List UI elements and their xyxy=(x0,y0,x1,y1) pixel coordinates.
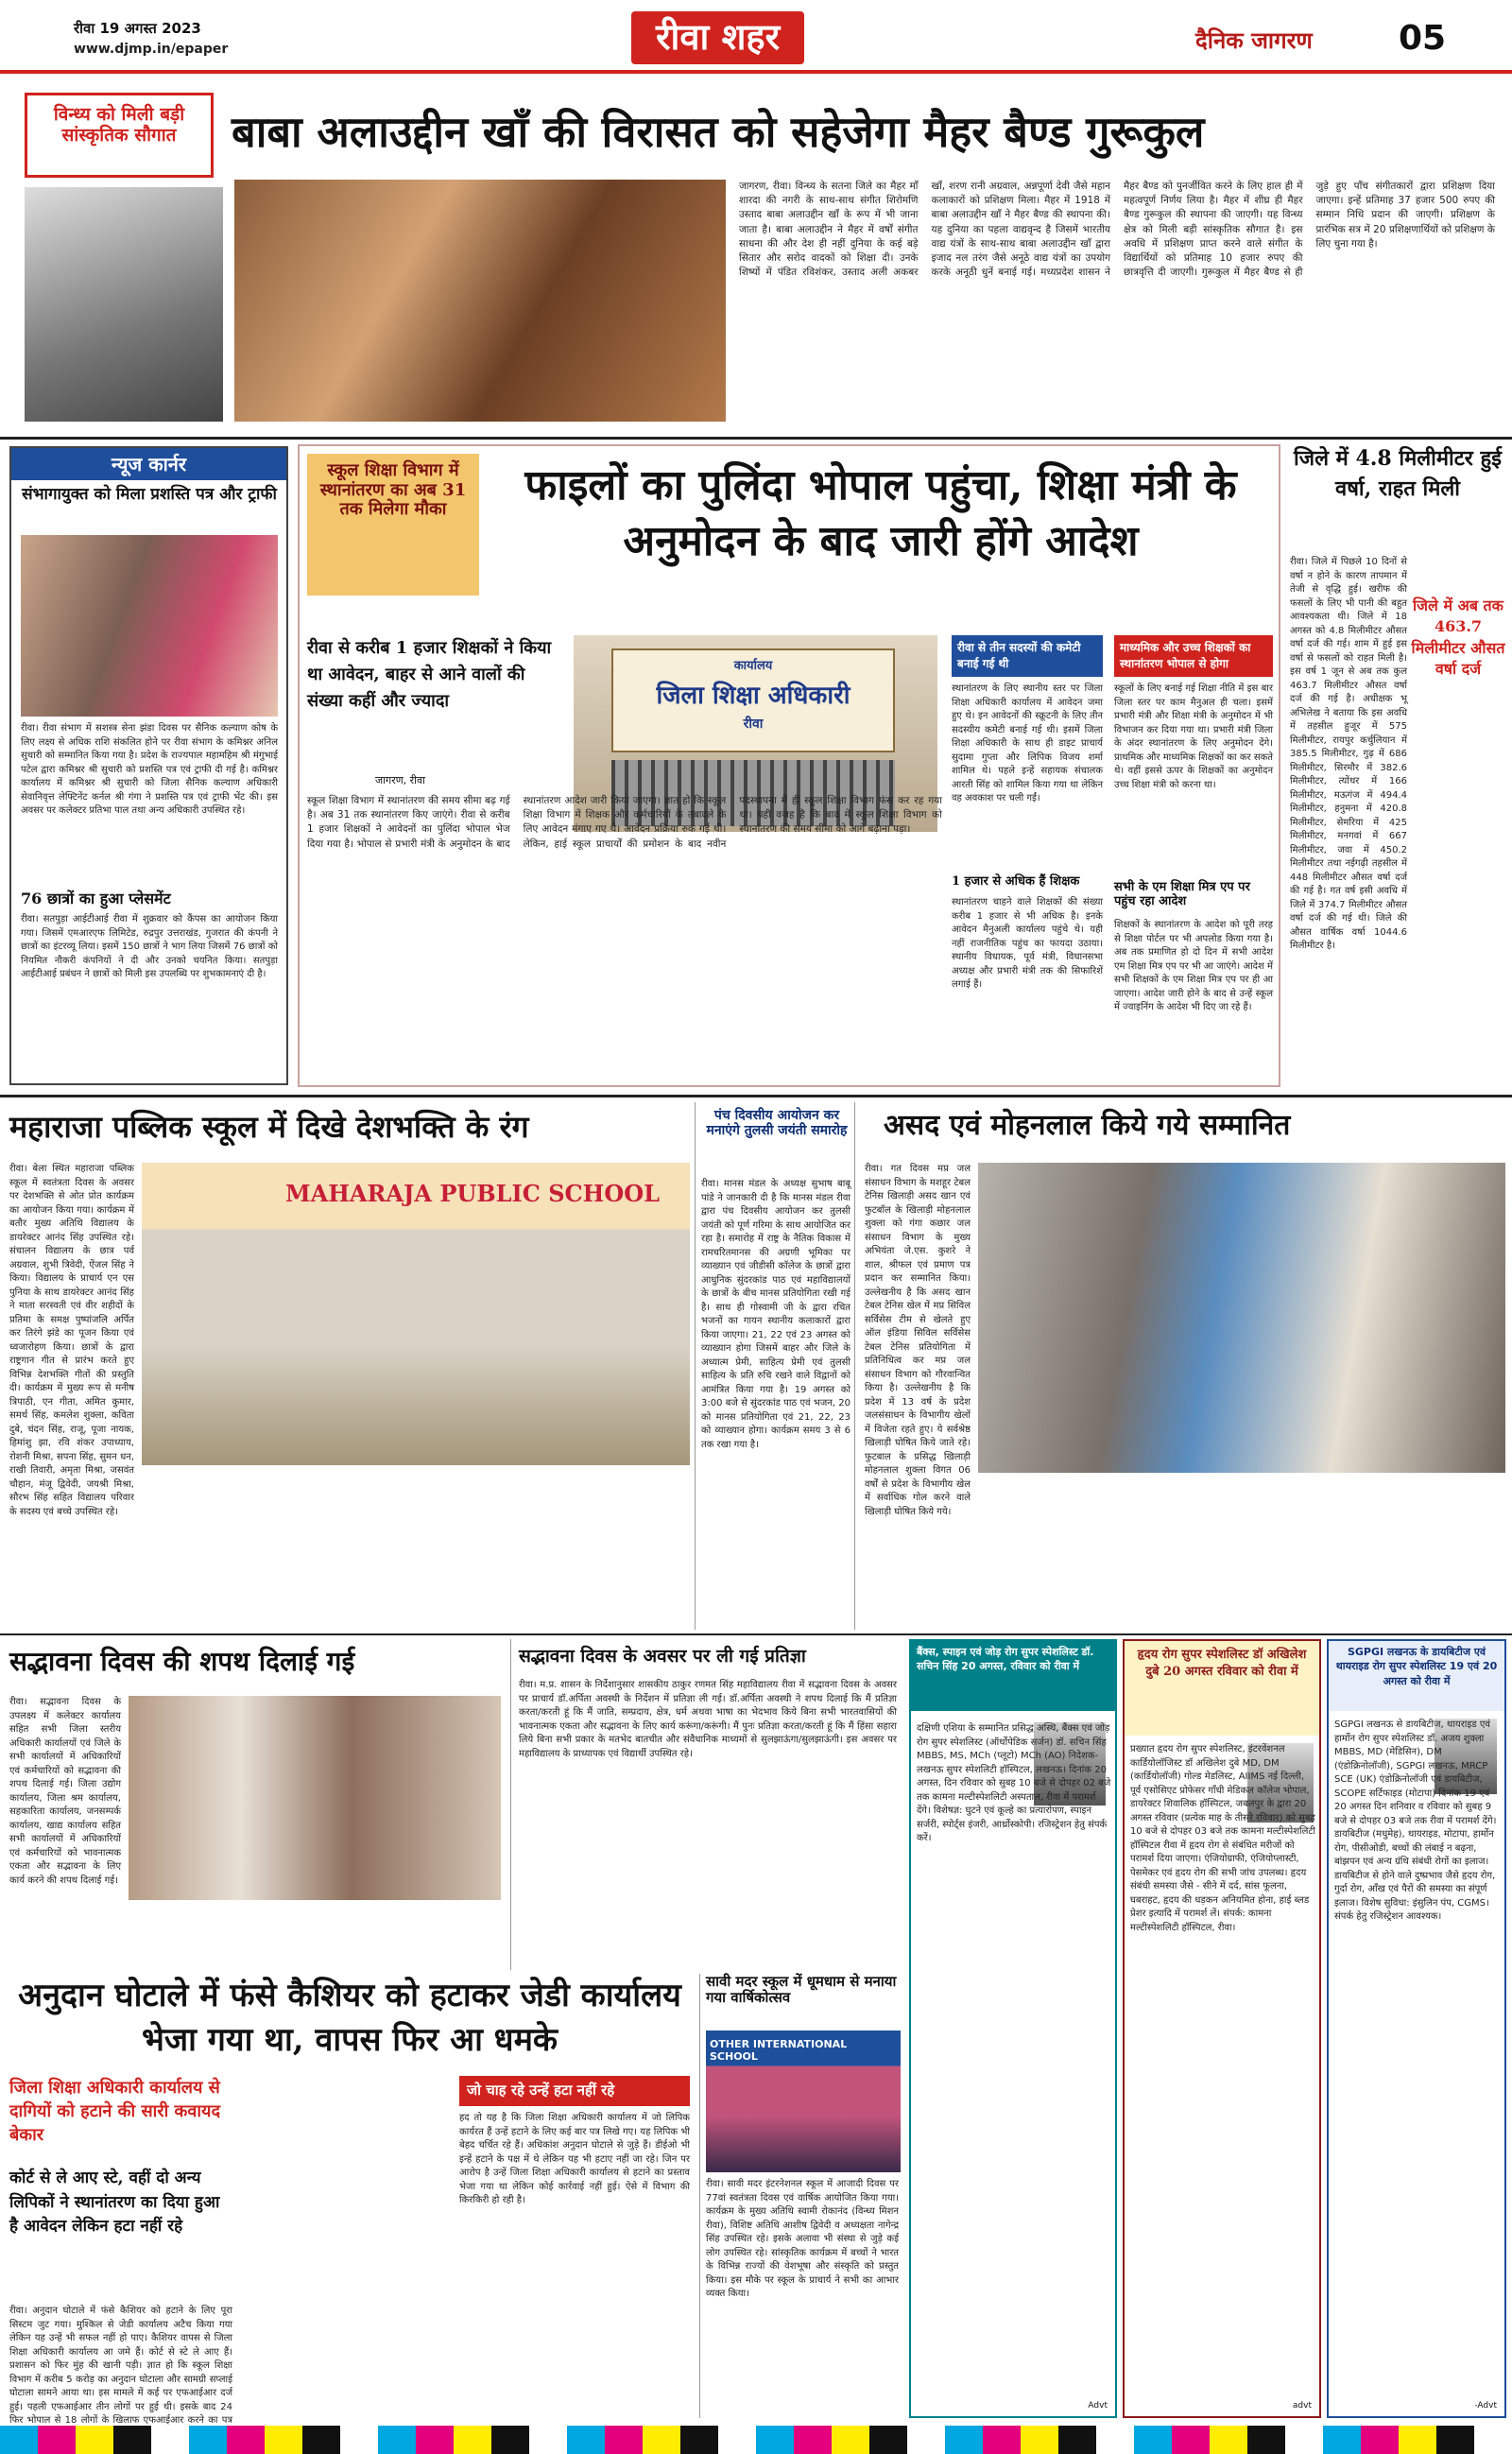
savi-banner: OTHER INTERNATIONAL SCHOOL xyxy=(710,2038,848,2063)
date-line: रीवा 19 अगस्त 2023 xyxy=(74,20,201,37)
asad-award-photo xyxy=(978,1163,1505,1473)
grant-scam-body-2: हद तो यह है कि जिला शिक्षा अधिकारी कार्यालय में जो लिपिक कार्यरत हैं उन्हें हटाने के लिए कई बार पत्र लिखे गए। यह लिपिक भी बेहद चर्चित रहे हैं। अधिकांश अनुदान घोटाले से जुड़े हैं। डीईओ भी इन्हें हटाने के पक्ष में थे लेकिन यह भी हटाए नहीं जा रहे। जिन पर आरोप है उन्हें जिला शिक्षा अधिकारी कार्यालय से हटाने का प्रस्ताव भेजा गया था लेकिन कोई कार्रवाई नहीं हुई। ऐसे में विभाग की किरकिरी हो रही है। xyxy=(459,2113,690,2205)
ad-heart-doctor[interactable] xyxy=(1123,1639,1321,2418)
sadbhav-oath-headline: सद्भावना दिवस की शपथ दिलाई गई xyxy=(9,1646,355,1677)
ad-heart-head: हृदय रोग सुपर स्पेशलिस्ट डॉ अखिलेश दुबे 20 अगस्त रविवार को रीवा में xyxy=(1125,1641,1319,1736)
deo-sign-sub: रीवा xyxy=(743,717,764,732)
lead-story xyxy=(0,85,1512,435)
ad-spine-doctor[interactable] xyxy=(909,1639,1117,2418)
transfer-side-head: स्कूल शिक्षा विभाग में स्थानांतरण का अब 31 तक मिलेगा मौका xyxy=(307,454,479,596)
sadbhav-oath-photo xyxy=(129,1696,501,1900)
masthead xyxy=(0,0,1512,76)
transfer-byline: जागरण, रीवा xyxy=(375,774,425,786)
ad-heart-advt: advt xyxy=(1292,2401,1312,2411)
asad-story xyxy=(865,1102,1505,1630)
savi-photo xyxy=(706,2031,901,2172)
page-number: 05 xyxy=(1399,19,1447,58)
transfer-subhead-2: 1 हजार से अधिक हैं शिक्षक xyxy=(952,874,1080,889)
savi-headline: सावी मदर स्कूल में धूमधाम से मनाया गया वार्षिकोत्सव xyxy=(706,1973,897,2007)
grant-scam-story xyxy=(9,1974,690,2426)
news-corner-story2-head: 76 छात्रों का हुआ प्लेसमेंट xyxy=(21,890,171,907)
ad-diabetes-doctor[interactable] xyxy=(1327,1639,1506,2418)
deo-sign-board xyxy=(611,648,895,752)
ad-diabetes-body: SGPGI लखनऊ से डायबिटीज, थायराइड एवं हार्मोन रोग सुपर स्पेशलिस्ट डॉ. अजय शुक्ला MBBS, MD (मेडिसिन), DM (एंडोक्रिनोलॉजी), SGPGI लखनऊ, MRCP SCE (UK) एंडोक्रिनोलॉजी एवं डायबिटीज, SCOPE सर्टिफाइड (मोटापा) दिनांक 19 एवं 20 अगस्त दिन शनिवार व रविवार को सुबह 9 बजे से दोपहर 03 बजे तक रीवा में परामर्श देंगे। डायबिटीज (मधुमेह), थायराइड, मोटापा, हार्मोन रोग, पीसीओडी, बच्चों की लंबाई न बढ़ना, बांझपन एवं अन्य ग्रंथि संबंधी रोगों का इलाज। डायबिटीज से होने वाले दुष्प्रभाव जैसे हृदय रोग, गुर्दा रोग, आँख एवं पैरों की समस्या का संपूर्ण इलाज। विशेष सुविधा: इंसुलिन पंप, CGMS। संपर्क हेतु रजिस्ट्रेशन आवश्यक। xyxy=(1334,1720,1497,1922)
ad-diabetes-head: SGPGI लखनऊ के डायबिटीज एवं थायराइड रोग सुपर स्पेशलिस्ट 19 एवं 20 अगस्त को रीवा में xyxy=(1329,1641,1504,1711)
divider-2 xyxy=(0,1095,1512,1097)
asad-headline: असद एवं मोहनलाल किये गये सम्मानित xyxy=(884,1109,1291,1142)
sadbhav-oath-body: रीवा। सद्भावना दिवस के उपलक्ष्य में कलेक्टर कार्यालय सहित सभी जिला स्तरीय अधिकारी कार्यालयों एवं जिले के सभी कार्यालयों में अधिकारियों एवं कर्मचारियों को सद्भावना की शपथ दिलाई गई। जिला उद्योग कार्यालय, जिला श्रम कार्यालय, सहकारिता कार्यालय, जनसम्पर्क कार्यालय, खाद्य कार्यालय सहित सभी कार्यालयों में अधिकारियों एवं कर्मचारियों को भावनात्मक एकता और सद्भावना के लिए कार्य करने की शपथ दिलाई गई। xyxy=(9,1697,121,1886)
maihar-band-photo xyxy=(234,180,726,422)
transfer-body-5: शिक्षकों के स्थानांतरण के आदेश को पूरी तरह से शिक्षा पोर्टल पर भी अपलोड किया गया है। अब तक प्रमाणित हो दो दिन में सभी आदेश एम शिक्षा मित्र एप पर भी आ जाएंगे। आदेश में सभी शिक्षकों के एम शिक्षा मित्र एप पर ही आ जाएगा। आदेश जारी होने के बाद से उन्हें स्कूल में ज्वाइनिंग के आदेश भी दिए जा रहे हैं। xyxy=(1114,920,1273,1012)
rain-headline: जिले में 4.8 मिलीमीटर हुई वर्षा, राहत मिली xyxy=(1294,446,1502,501)
grant-scam-tag: जो चाह रहे उन्हें हटा नहीं रहे xyxy=(459,2076,690,2106)
epaper-url[interactable]: www.djmp.in/epaper xyxy=(74,42,229,57)
grant-scam-side-sub: कोर्ट से ले आए स्टे, वहीं दो अन्य लिपिकों ने स्थानांतरण का दिया हुआ है आवेदन लेकिन हटा नहीं रहे xyxy=(9,2169,220,2236)
transfer-subhead-3: सभी के एम शिक्षा मित्र एप पर पहुंच रहा आदेश xyxy=(1114,880,1250,908)
transfer-body-4: स्कूलों के लिए बनाई गई शिक्षा नीति में इस बार जिला स्तर पर काम मैनुअल ही चला। इसमें प्रभारी मंत्री और शिक्षा मंत्री के अनुमोदन में भी विभाजन कर दिया गया था। प्रभारी मंत्री जिला के अंदर स्थानांतरण के लिए अनुमोदन देंगे। प्राथमिक और माध्यमिक शिक्षकों का कर सकते थे। वहीं इससे ऊपर के शिक्षकों का अनुमोदन उच्च शिक्षा मंत्री को करना था। xyxy=(1114,683,1273,790)
transfer-tag-committee: रीवा से तीन सदस्यों की कमेटी बनाई गई थी xyxy=(952,635,1103,677)
grant-scam-headline: अनुदान घोटाले में फंसे कैशियर को हटाकर जेडी कार्यालय भेजा गया था, वापस फिर आ धमके xyxy=(18,1977,681,2059)
transfer-body-2: स्थानांतरण के लिए स्थानीय स्तर पर जिला शिक्षा अधिकारी कार्यालय में आवेदन जमा हुए थे। इन आवेदनों की स्क्रूटनी के लिए तीन सदस्यीय कमेटी बनाई गई थी। इसमें जिला शिक्षा अधिकारी के साथ ही डाइट प्राचार्य सुदामा गुप्ता और लिपिक विजय शर्मा शामिल थे। पहले इन्हें सहायक संचालक आरती सिंह को शामिल किया गया था लेकिन वह अवकाश पर चली गईं। xyxy=(952,683,1103,804)
grant-scam-body-1: रीवा। अनुदान घोटाले में फंसे कैशियर को हटाने के लिए पूरा सिस्टम जुट गया। मुश्किल से जेडी कार्यालय अटैच किया गया लेकिन यह उन्हें भी सफल नहीं हो पाए। कैशियर वापस से जिला शिक्षा अधिकारी कार्यालय आ जमे हैं। कोर्ट से स्टे ले आए हैं। प्रशासन को फिर मुंह की खानी पड़ी। ज्ञात हो कि स्कूल शिक्षा विभाग में करीब 5 करोड़ का अनुदान घोटाला और सामग्री सप्लाई घोटाला सामने आया था। इस मामले में कई पर एफआईआर दर्ज हुई। पहली एफआईआर तीन लोगों पर हुई थी। इसके बाद 24 फिर भोपाल से 18 लोगों के खिलाफ एफआईआर करने का पत्र xyxy=(9,2306,232,2426)
lead-kicker: विन्ध्य को मिली बड़ी सांस्कृतिक सौगात xyxy=(25,93,214,178)
rain-callout: जिले में अब तक 463.7 मिलीमीटर औसत वर्षा दर्ज xyxy=(1411,596,1505,679)
masthead-rule xyxy=(0,70,1512,74)
tulsi-headline: पंच दिवसीय आयोजन कर मनाएंगे तुलसी जयंती समारोह xyxy=(706,1108,848,1139)
savi-body: रीवा। सावी मदर इंटरनेशनल स्कूल में आजादी दिवस पर 77वां स्वतंत्रता दिवस एवं वार्षिक आयोजित किया गया। कार्यक्रम के मुख्य अतिथि स्वामी रोकानंद (विन्ध्य मिशन रीवा), विशिष्ट अतिथि आशीष द्विवेदी व अध्यक्षता नागेन्द्र सिंह उपस्थित रहे। इसके अलावा भी संस्था से जुड़े कई लोग उपस्थित रहे। सांस्कृतिक कार्यक्रम में बच्चों ने भारत के विभिन्न राज्यों की वेशभूषा और संस्कृति को प्रस्तुत किया। इस मौके पर स्कूल के प्राचार्य ने सभी का आभार व्यक्त किया। xyxy=(706,2179,899,2299)
divider-1 xyxy=(0,437,1512,440)
asad-body-cont xyxy=(978,1480,1505,1626)
news-corner xyxy=(9,446,288,1085)
news-corner-story1-head: संभागायुक्त को मिला प्रशस्ति पत्र और ट्राफी xyxy=(22,485,277,504)
maharaja-body: रीवा। बेला स्थित महाराजा पब्लिक स्कूल में स्वतंत्रता दिवस के अवसर पर देशभक्ति से ओत प्रोत कार्यक्रम का आयोजन किया गया। कार्यक्रम में बतौर मुख्य अतिथि विद्यालय के डायरेक्टर आनंद सिंह उपस्थित रहे। संचालन विद्यालय के छात्र पर्व अग्रवाल, शुभी त्रिवेदी, ऐंजल सिंह ने किया। विद्यालय के प्राचार्य एन एस पुनिया के साथ डायरेक्टर आनंद सिंह ने माता सरस्वती एवं वीर शहीदों के प्रतिमा के समक्ष पुष्पांजलि अर्पित कर तिरंगे झंडे का पूजन किया एवं ध्वजारोहण किया। छात्रों के द्वारा राष्ट्रगान गीत से प्रारंभ करते हुए विभिन्न देशभक्ति गीतों की प्रस्तुति दी। कार्यक्रम में मुख्य रूप से मनीष त्रिपाठी, एन गीता, अमित कुमार, समर्थ सिंह, कमलेश शुक्ला, कविता दुबे, चंदन सिंह, राजू, पूजा नायक, हिमांशु झा, रवि शंकर उपाध्याय, रोशनी मिश्रा, सपना सिंह, सुमन धन, राखी तिवारी, अमृता मिश्रा, जसवंत चौहान, मंजू द्विवेदी, जयश्री मिश्रा, सौरभ सिंह सहित विद्यालय परिवार के सदस्य एवं बच्चे उपस्थित रहे। xyxy=(9,1164,134,1517)
rain-body: रीवा। जिले में पिछले 10 दिनों से वर्षा न होने के कारण तापमान में तेजी से वृद्धि हुई। खरीफ की फसलों के लिए भी पानी की बहुत आवश्यकता थी। जिले में 18 अगस्त को 4.8 मिलीमीटर औसत वर्षा दर्ज की गई। शाम में हुई इस वर्षा से फसलों को राहत मिली है। इस वर्ष 1 जून से अब तक कुल 463.7 मिलीमीटर औसत वर्षा दर्ज की गई है। अधीक्षक भू अभिलेख ने बताया कि इस अवधि में तहसील हुजूर में 575 मिलीमीटर, रायपुर कर्चुलियान में 385.5 मिलीमीटर, गुढ़ में 686 मिलीमीटर, सिरमौर में 382.6 मिलीमीटर, त्योंथर में 166 मिलीमीटर, मऊगंज में 494.4 मिलीमीटर, हनुमना में 420.8 मिलीमीटर, सेमरिया में 425 मिलीमीटर, मनगवां में 667 मिलीमीटर, जवा में 450.2 मिलीमीटर तथा नईगढ़ी तहसील में 448 मिलीमीटर औसत वर्षा दर्ज की गई है। गत वर्ष इसी अवधि में जिले में 374.7 मिलीमीटर औसत वर्षा दर्ज की गई थी। जिले की औसत वार्षिक वर्षा 1044.6 मिलीमीटर है। xyxy=(1290,557,1407,951)
ad-spine-head: बैंक्स, स्पाइन एवं जोड़ रोग सुपर स्पेशलिस्ट डॉ. सचिन सिंह 20 अगस्त, रविवार को रीवा में xyxy=(911,1641,1115,1711)
deo-sign-top: कार्यालय xyxy=(733,659,773,673)
transfer-story xyxy=(298,444,1280,1087)
trophy-ceremony-photo xyxy=(21,535,278,717)
asad-body: रीवा। गत दिवस मप्र जल संसाधन विभाग के मशहूर टेबल टेनिस खिलाड़ी असद खान एवं फुटबॉल के खिलाड़ी मोहनलाल शुक्ला को गंगा कछार जल संसाधन विभाग के मुख्य अभियंता जे.एस. कुशरे ने शाल, श्रीफल एवं प्रमाण पत्र प्रदान कर सम्मानित किया। उल्लेखनीय है कि असद खान टेबल टेनिस खेल में मप्र सिविल सर्विसेस टीम से खेलते हुए ऑल इंडिया सिविल सर्विसेस टेबल टेनिस प्रतियोगिता में प्रतिनिधित्व कर मप्र जल संसाधन विभाग को गौरवान्वित किया है। उल्लेखनीय है कि प्रदेश में 13 वर्ष के प्रदेश जलसंसाधन के विभागीय खेलों में विजेता रहते हुए। ये सर्वश्रेष्ठ खिलाड़ी घोषित किये जाते रहे। फुटबाल के प्रसिद्ध खिलाड़ी मोहनलाल शुक्ला विगत 06 वर्षों से प्रदेश के विभागीय खेल में सर्वाधिक गोल करने वाले खिलाड़ी घोषित किये गये। xyxy=(865,1164,971,1517)
sadbhav-pledge-body: रीवा। म.प्र. शासन के निर्देशानुसार शासकीय ठाकुर रणमत सिंह महाविद्यालय रीवा में सद्भावना दिवस के अवसर पर प्राचार्य डॉ.अर्पिता अवस्थी के निर्देशन में प्रतिज्ञा ली गई। डॉ.अर्पिता अवस्थी ने शपथ दिलाई कि मैं प्रतिज्ञा करता/करती हूं कि मैं जाति, सम्प्रदाय, क्षेत्र, धर्म अथवा भाषा का भेदभाव किये बिना सभी भारतवासियों की भावनात्मक एकता और सद्भावना के लिए कार्य करूंगा/करूंगी। मैं पुनः प्रतिज्ञा करता/करती हूं कि मैं हिंसा सहारा लिये बिना सभी प्रकार के मतभेद बातचीत और संवैधानिक माध्यमों से सुलझाऊंगा/सुलझाऊंगी। इस अवसर पर महाविद्यालय के प्राध्यापक एवं विद्यार्थी उपस्थित रहे। xyxy=(519,1680,897,1759)
transfer-tag-bhopal: माध्यमिक और उच्च शिक्षकों का स्थानांतरण भोपाल से होगा xyxy=(1114,635,1273,677)
maharaja-banner: MAHARAJA PUBLIC SCHOOL xyxy=(285,1180,660,1207)
maharaja-photo xyxy=(142,1163,690,1465)
divider-3 xyxy=(0,1633,1512,1635)
grant-scam-body-1-cont xyxy=(240,2076,452,2414)
rain-story xyxy=(1290,444,1505,1087)
news-corner-story2-body: रीवा। सतपुड़ा आईटीआई रीवा में शुक्रवार को कैंपस का आयोजन किया गया। जिसमें एमआरएफ लिमिटेड, रुद्रपुर उत्तराखंड, गुजरात की कंपनी ने छात्रों का इंटरव्यू लिया। इसमें 150 छात्रों ने भाग लिया जिसमें 76 छात्रों को नियमित नौकरी कंपनियों ने दी और उनको चयनित किया। सतपुड़ा आईटीआई प्रबंधन ने छात्रों को मिली इस उपलब्धि पर शुभकामनाएं दी है। xyxy=(21,914,278,979)
print-color-bar xyxy=(0,2426,1512,2454)
paper-name: दैनिक जागरण xyxy=(1195,26,1313,54)
ad-diabetes-advt: -Advt xyxy=(1474,2401,1497,2411)
tulsi-body: रीवा। मानस मंडल के अध्यक्ष सुभाष बाबू पांडे ने जानकारी दी है कि मानस मंडल रीवा द्वारा पंच दिवसीय आयोजन कर तुलसी जयंती को पूर्ण गरिमा के साथ आयोजित कर रहा है। समारोह में राष्ट्र के नैतिक विकास में रामचरितमानस की अग्रणी भूमिका पर व्याख्यान एवं जीडीसी कॉलेज के छात्रों द्वारा आधुनिक सुंदरकांड पाठ एवं महाविद्यालयों के छात्रों के बीच मानस प्रतियोगिता रखी गई है। साथ ही गोस्वामी जी के द्वारा रचित भजनों का गायन स्थानीय कलाकारों द्वारा किया जाएगा। 21, 22 एवं 23 अगस्त को व्याख्यान होगा जिसमें बाहर और जिले के अध्यात्म प्रेमी, साहित्य प्रेमी एवं तुलसी साहित्य के प्रति रुचि रखने वाले विद्वानों को आमंत्रित किया गया है। 19 अगस्त को 3:00 बजे से सुंदरकांड पाठ एवं भजन, 20 को मानस प्रतियोगिता एवं 21, 22, 23 को व्याख्यान होगा। कार्यक्रम समय 3 से 6 तक रखा गया है। xyxy=(701,1179,850,1450)
sadbhav-pledge-story xyxy=(510,1639,900,1970)
transfer-subhead: रीवा से करीब 1 हजार शिक्षकों ने किया था आवेदन, बाहर से आने वालों की संख्या कहीं और ज्यादा xyxy=(307,638,552,711)
deo-sign-main: जिला शिक्षा अधिकारी xyxy=(656,682,850,710)
lead-body: जागरण, रीवा। विन्ध्य के सतना जिले का मैहर माँ शारदा की नगरी के साथ-साथ संगीत शिरोमणि उस्ताद बाबा अलाउद्दीन खाँ के रूप में भी जाना जाता है। बाबा अलाउद्दीन ने मैहर में वर्षों संगीत साधना की और देश ही नहीं दुनिया के कई बड़े सितार और सरोद वादकों को शिक्षा दी। उनके शिष्यों में पंडित रविशंकर, उस्ताद अली अकबर खाँ, शरण रानी अग्रवाल, अन्नपूर्णा देवी जैसे महान कलाकारों को प्रशिक्षण मिला। मैहर में 1918 में बाबा अलाउद्दीन खाँ ने मैहर बैण्ड की स्थापना की। यह दुनिया का पहला वाद्यवृन्द है जिसमें भारतीय वाद्य यंत्रों के साथ-साथ बाबा अलाउद्दीन खाँ द्वारा इजाद नल तरंग जैसे अनूठे वाद्य यंत्रों का उपयोग करके अनूठी धुनें बनाई गई। मध्यप्रदेश शासन ने मैहर बैण्ड को पुनर्जीवित करने के लिए हाल ही में महत्वपूर्ण निर्णय लिया है। मैहर में शीघ्र ही मैहर बैण्ड गुरूकुल की स्थापना की जाएगी। यह विन्ध्य क्षेत्र को मिली बड़ी सांस्कृतिक सौगात है। इस अवधि में प्रशिक्षण प्राप्त करने वाले संगीत के विद्यार्थियों को प्रतिमाह 10 हजार रुपए की छात्रवृत्ति दी जाएगी। गुरूकुल में मैहर बैण्ड से ही जुड़े हुए पाँच संगीतकारों द्वारा प्रशिक्षण दिया जाएगा। इन्हें प्रतिमाह 37 हजार 500 रुपए की सम्मान निधि प्रदान की जाएगी। प्रशिक्षण के प्रारंभिक सत्र में 20 प्रशिक्षणार्थियों को प्रशिक्षण के लिए चुना गया है। xyxy=(739,181,1495,279)
savi-school-story xyxy=(699,1974,900,2418)
maharaja-headline: महाराजा पब्लिक स्कूल में दिखे देशभक्ति के रंग xyxy=(9,1109,529,1145)
ad-spine-body: दक्षिणी एशिया के सम्मानित प्रसिद्ध अस्थि, बैंक्स एवं जोड़ रोग सुपर स्पेशलिस्ट (ऑर्थोपेडिक सर्जन) डॉ. सचिन सिंह MBBS, MS, MCh (प्लूटो) MCh (AO) निदेशक-लखनऊ सुपर स्पेशलिटी हॉस्पिटल, लखनऊ। दिनांक 20 अगस्त, दिन रविवार को सुबह 10 बजे से दोपहर 02 बजे तक कामना मल्टीस्पेशलिटी अस्पताल, रीवा में परामर्श देंगे। विशेषज्ञ: घुटने एवं कूल्हे का प्रत्यारोपण, स्पाइन सर्जरी, स्पोर्ट्स इंजरी, आर्थ्रोस्कोपी। रजिस्ट्रेशन हेतु संपर्क करें। xyxy=(917,1723,1111,1843)
transfer-headline: फाइलों का पुलिंदा भोपाल पहुंचा, शिक्षा मंत्री के अनुमोदन के बाद जारी होंगे आदेश xyxy=(524,461,1237,566)
tulsi-story xyxy=(695,1102,855,1630)
maharaja-body-cont xyxy=(142,1473,690,1626)
grant-scam-side-head: जिला शिक्षा अधिकारी कार्यालय से दागियों को हटाने की सारी कवायद बेकार xyxy=(9,2078,221,2146)
sadbhav-oath-story xyxy=(9,1639,501,1970)
sadbhav-pledge-headline: सद्भावना दिवस के अवसर पर ली गई प्रतिज्ञा xyxy=(519,1646,806,1667)
news-corner-label: न्यूज कार्नर xyxy=(11,448,286,480)
transfer-body-1: स्कूल शिक्षा विभाग में स्थानांतरण की समय सीमा बढ़ गई है। अब 31 तक स्थानांतरण किए जाएंगे। रीवा से करीब 1 हजार शिक्षकों ने आवेदनों का पुलिंदा भोपाल भेज दिया गया है। भोपाल से प्रभारी मंत्री के अनुमोदन के बाद स्थानांतरण आदेश जारी किया जाएगा। ज्ञात हो कि स्कूल शिक्षा विभाग में शिक्षक और कर्मचारियों के तबादले के लिए आवेदन मंगाए गए थे। आवेदन प्रक्रिया रुक गई थी। लेकिन, हाई स्कूल प्राचार्यों की प्रमोशन के बाद नवीन पदस्थापना में ही स्कूल शिक्षा विभाग फंस कर रह गया था। यही वजह है कि बाद में स्कूल शिक्षा विभाग को स्थानांतरण की समय सीमा को आगे बढ़ाना पड़ा। xyxy=(307,795,942,850)
alauddin-portrait-photo xyxy=(25,187,223,422)
ad-spine-advt: Advt xyxy=(1088,2401,1108,2411)
news-corner-story1-body: रीवा। रीवा संभाग में सशस्त्र सेना झंडा दिवस पर सैनिक कल्याण कोष के लिए लक्ष्य से अधिक राशि संकलित होने पर रीवा संभाग के कमिश्नर अनिल सुचारी को सम्मानित किया गया है। प्रदेश के राज्यपाल महामहिम श्री मंगुभाई पटेल द्वारा कमिश्नर श्री सुचारी को प्रशस्ति पत्र एवं ट्राफी दी गई है। कमिश्नर कार्यालय में कमिश्नर श्री सुचारी को जिला सैनिक कल्याण अधिकारी सेवानिवृत्त लेफ्टिनेंट कर्नल श्री गंगा ने प्रशस्ति पत्र एवं ट्राफी भेंट की। इस अवसर पर कलेक्टर प्रतिभा पाल तथा अन्य अधिकारी उपस्थित रहे। xyxy=(21,723,278,816)
lead-headline: बाबा अलाउद्दीन खाँ की विरासत को सहेजेगा मैहर बैण्ड गुरूकुल xyxy=(232,107,1205,157)
transfer-body-3: स्थानांतरण चाहने वाले शिक्षकों की संख्या करीब 1 हजार से भी अधिक है। इनके आवेदन मैनुअली कार्यालय पहुंचे थे। यही नहीं राजनीतिक पहुंच का फायदा उठाया। स्थानीय विधायक, पूर्व मंत्री, विधानसभा अध्यक्ष और प्रभारी मंत्री तक की सिफारिशें लगाई हैं। xyxy=(952,897,1103,990)
ad-heart-body: प्रख्यात हृदय रोग सुपर स्पेशलिस्ट, इंटरवेंशनल कार्डियोलॉजिस्ट डॉ अखिलेश दुबे MD, DM (कार्डियोलॉजी) गोल्ड मेडलिस्ट, AIIMS नई दिल्ली, पूर्व एसोसिएट प्रोफेसर गाँधी मेडिकल कॉलेज भोपाल, डायरेक्टर शिवालिक हॉस्पिटल, जबलपुर के द्वारा 20 अगस्त रविवार (प्रत्येक माह के तीसरे रविवार) को सुबह 10 बजे से दोपहर 03 बजे तक कामना मल्टीस्पेशलिटी हॉस्पिटल रीवा में हृदय रोग से संबंधित मरीजों को परामर्श दिया जाएगा। एंजियोग्राफी, एंजियोप्लास्टी, पेसमेकर एवं हृदय रोग की सभी जांच उपलब्ध। हृदय संबंधी समस्या जैसे - सीने में दर्द, सांस फूलना, घबराहट, हृदय की धड़कन अनियमित होना, हाई ब्लड प्रेशर इत्यादि में परामर्श लें। संपर्क: कामना मल्टीस्पेशलिटी हॉस्पिटल, रीवा। xyxy=(1130,1744,1315,1933)
rain-body-cont xyxy=(1290,764,1505,1081)
section-title: रीवा शहर xyxy=(631,11,804,64)
